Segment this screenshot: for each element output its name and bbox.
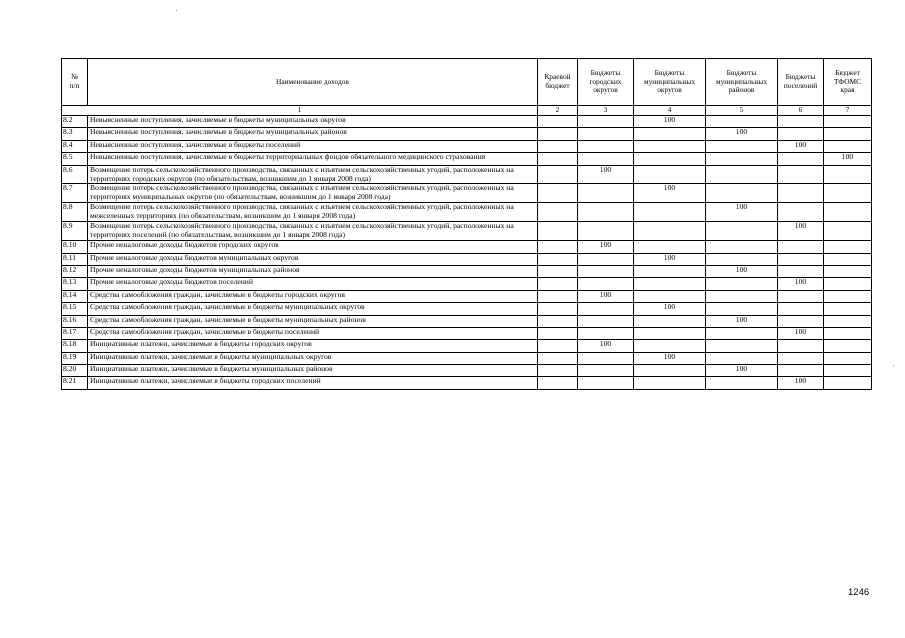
share-cell: [634, 128, 706, 140]
revenue-name: Возмещение потерь сельскохозяйственного производства, связанных с изъятием сельскохозяйственных угодий, расположенных на территориях муниципальных округов (по обязательствам, возникшим до 1 января 2008 года): [88, 184, 538, 203]
table-body: [62, 116, 872, 390]
share-cell: [538, 222, 578, 241]
share-cell: 100: [778, 140, 824, 152]
share-cell: 100: [706, 203, 778, 222]
share-cell: [706, 377, 778, 389]
row-number: 8.16: [62, 315, 88, 327]
row-number: 8.19: [62, 352, 88, 364]
share-cell: [824, 377, 872, 389]
share-cell: [706, 290, 778, 302]
share-cell: [706, 241, 778, 253]
row-number: 8.20: [62, 365, 88, 377]
share-cell: [824, 327, 872, 339]
table-row: [62, 315, 872, 327]
col-header-2: [578, 59, 634, 106]
col-header-5: [778, 59, 824, 106]
share-cell: [706, 253, 778, 265]
share-cell: [578, 184, 634, 203]
share-cell: [706, 153, 778, 165]
table-row: [62, 128, 872, 140]
share-cell: 100: [578, 290, 634, 302]
table-row: [62, 241, 872, 253]
revenue-name: Прочие неналоговые доходы бюджетов муниципальных районов: [88, 265, 538, 277]
table-row: [62, 222, 872, 241]
col-index-7: 7: [824, 106, 872, 116]
row-number: 8.5: [62, 153, 88, 165]
share-cell: [634, 265, 706, 277]
share-cell: [706, 327, 778, 339]
share-cell: [778, 153, 824, 165]
table-row: [62, 303, 872, 315]
revenue-name: Инициативные платежи, зачисляемые в бюджеты муниципальных районов: [88, 365, 538, 377]
share-cell: [578, 153, 634, 165]
share-cell: [706, 222, 778, 241]
page-number: 1246: [848, 587, 870, 598]
share-cell: [578, 265, 634, 277]
share-cell: [578, 253, 634, 265]
share-cell: 100: [578, 241, 634, 253]
col-index-3: 3: [578, 106, 634, 116]
table-row: [62, 290, 872, 302]
revenue-name: Прочие неналоговые доходы бюджетов городских округов: [88, 241, 538, 253]
row-number: 8.11: [62, 253, 88, 265]
share-cell: [538, 290, 578, 302]
col-header-1-text: Краевой бюджет: [544, 72, 571, 90]
row-number: 8.17: [62, 327, 88, 339]
col-header-num: [62, 59, 88, 106]
share-cell: [634, 203, 706, 222]
share-cell: [706, 116, 778, 128]
row-number: 8.2: [62, 116, 88, 128]
share-cell: [634, 327, 706, 339]
revenue-name: Невыясненные поступления, зачисляемые в бюджеты муниципальных районов: [88, 128, 538, 140]
share-cell: [634, 377, 706, 389]
share-cell: [778, 203, 824, 222]
share-cell: 100: [634, 253, 706, 265]
col-header-6-text: Бюджет ТФОМС края: [833, 67, 862, 95]
col-index-4: 4: [634, 106, 706, 116]
share-cell: [538, 153, 578, 165]
share-cell: [778, 265, 824, 277]
share-cell: [706, 278, 778, 290]
revenue-name: Невыясненные поступления, зачисляемые в бюджеты территориальных фондов обязательного медицинского страхования: [88, 153, 538, 165]
share-cell: 100: [706, 365, 778, 377]
revenue-name: Инициативные платежи, зачисляемые в бюджеты муниципальных округов: [88, 352, 538, 364]
share-cell: [578, 352, 634, 364]
share-cell: [634, 278, 706, 290]
row-number: 8.6: [62, 165, 88, 184]
revenue-name: Средства самообложения граждан, зачисляемые в бюджеты поселений: [88, 327, 538, 339]
share-cell: [538, 365, 578, 377]
share-cell: [578, 377, 634, 389]
share-cell: 100: [824, 153, 872, 165]
share-cell: [538, 241, 578, 253]
share-cell: [578, 365, 634, 377]
row-number: 8.14: [62, 290, 88, 302]
share-cell: 100: [706, 265, 778, 277]
share-cell: [578, 278, 634, 290]
share-cell: [634, 365, 706, 377]
table-row: [62, 203, 872, 222]
col-header-5-text: Бюджеты поселений: [783, 72, 818, 90]
share-cell: [824, 165, 872, 184]
share-cell: [538, 352, 578, 364]
col-header-3: [634, 59, 706, 106]
col-index-1: 1: [62, 106, 538, 116]
share-cell: [778, 184, 824, 203]
share-cell: [578, 116, 634, 128]
revenue-name: Прочие неналоговые доходы бюджетов поселений: [88, 278, 538, 290]
col-header-name: [88, 59, 538, 106]
share-cell: [538, 128, 578, 140]
col-header-4: [706, 59, 778, 106]
row-number: 8.8: [62, 203, 88, 222]
row-number: 8.15: [62, 303, 88, 315]
table-row: [62, 116, 872, 128]
row-number: 8.7: [62, 184, 88, 203]
revenue-name: Возмещение потерь сельскохозяйственного производства, связанных с изъятием сельскохозяйственных угодий, расположенных на территориях городских округов (по обязательствам, возникшим до 1 января 2008 года): [88, 165, 538, 184]
share-cell: [634, 222, 706, 241]
share-cell: [578, 140, 634, 152]
scan-dot: [176, 10, 177, 11]
share-cell: [538, 327, 578, 339]
share-cell: [706, 352, 778, 364]
share-cell: [824, 265, 872, 277]
share-cell: [578, 327, 634, 339]
share-cell: [634, 241, 706, 253]
share-cell: [578, 315, 634, 327]
share-cell: [778, 315, 824, 327]
share-cell: [778, 128, 824, 140]
share-cell: 100: [778, 377, 824, 389]
share-cell: [538, 184, 578, 203]
revenue-name: Инициативные платежи, зачисляемые в бюджеты городских округов: [88, 340, 538, 352]
share-cell: 100: [578, 165, 634, 184]
col-index-2: 2: [538, 106, 578, 116]
revenue-name: Возмещение потерь сельскохозяйственного производства, связанных с изъятием сельскохозяйственных угодий, расположенных на межселенных территориях (по обязательствам, возникшим до 1 января 2008 года): [88, 203, 538, 222]
share-cell: 100: [778, 327, 824, 339]
share-cell: [824, 140, 872, 152]
share-cell: 100: [706, 128, 778, 140]
share-cell: [634, 165, 706, 184]
table-row: [62, 265, 872, 277]
col-header-2-text: Бюджеты городских округов: [589, 67, 622, 95]
share-cell: [538, 253, 578, 265]
row-number: 8.10: [62, 241, 88, 253]
table-row: [62, 184, 872, 203]
share-cell: [538, 315, 578, 327]
table-header-row: [62, 59, 872, 106]
column-index-row: [62, 106, 872, 116]
share-cell: [824, 184, 872, 203]
col-header-6: [824, 59, 872, 106]
row-number: 8.18: [62, 340, 88, 352]
share-cell: [706, 184, 778, 203]
table-row: [62, 377, 872, 389]
table-row: [62, 140, 872, 152]
share-cell: [778, 253, 824, 265]
col-header-4-text: Бюджеты муниципальных районов: [715, 67, 768, 95]
share-cell: 100: [634, 184, 706, 203]
revenue-distribution-table: [61, 58, 872, 390]
share-cell: 100: [634, 116, 706, 128]
table-row: [62, 278, 872, 290]
revenue-name: Средства самообложения граждан, зачисляемые в бюджеты городских округов: [88, 290, 538, 302]
revenue-name: Средства самообложения граждан, зачисляемые в бюджеты муниципальных округов: [88, 303, 538, 315]
share-cell: [778, 241, 824, 253]
col-header-3-text: Бюджеты муниципальных округов: [643, 67, 696, 95]
table-row: [62, 153, 872, 165]
share-cell: [824, 352, 872, 364]
row-number: 8.4: [62, 140, 88, 152]
share-cell: [578, 128, 634, 140]
share-cell: [634, 153, 706, 165]
share-cell: [824, 290, 872, 302]
share-cell: 100: [778, 222, 824, 241]
share-cell: [824, 303, 872, 315]
share-cell: [634, 140, 706, 152]
revenue-name: Невыясненные поступления, зачисляемые в бюджеты поселений: [88, 140, 538, 152]
share-cell: [634, 315, 706, 327]
share-cell: [824, 241, 872, 253]
share-cell: [824, 315, 872, 327]
revenue-name: Инициативные платежи, зачисляемые в бюджеты городских поселений: [88, 377, 538, 389]
table-row: [62, 340, 872, 352]
share-cell: [778, 365, 824, 377]
row-number: 8.13: [62, 278, 88, 290]
table-row: [62, 327, 872, 339]
share-cell: [778, 352, 824, 364]
share-cell: [538, 303, 578, 315]
col-header-num-text: № п/п: [69, 72, 80, 90]
share-cell: [706, 303, 778, 315]
share-cell: [538, 377, 578, 389]
share-cell: [706, 340, 778, 352]
share-cell: [778, 340, 824, 352]
share-cell: [634, 340, 706, 352]
share-cell: [778, 165, 824, 184]
share-cell: [824, 253, 872, 265]
col-index-6: 6: [778, 106, 824, 116]
share-cell: [824, 340, 872, 352]
revenue-name: Средства самообложения граждан, зачисляемые в бюджеты муниципальных районов: [88, 315, 538, 327]
table-row: [62, 352, 872, 364]
scan-dot: [893, 365, 894, 366]
share-cell: 100: [778, 278, 824, 290]
share-cell: [824, 222, 872, 241]
col-header-name-text: Наименование доходов: [275, 76, 349, 86]
share-cell: [778, 116, 824, 128]
share-cell: [824, 116, 872, 128]
table-row: [62, 165, 872, 184]
share-cell: 100: [706, 315, 778, 327]
col-header-1: [538, 59, 578, 106]
share-cell: [538, 278, 578, 290]
share-cell: [538, 116, 578, 128]
share-cell: 100: [634, 352, 706, 364]
share-cell: 100: [634, 303, 706, 315]
share-cell: [578, 303, 634, 315]
share-cell: [578, 222, 634, 241]
table-row: [62, 253, 872, 265]
share-cell: [824, 365, 872, 377]
row-number: 8.21: [62, 377, 88, 389]
share-cell: [778, 303, 824, 315]
share-cell: [578, 203, 634, 222]
share-cell: [706, 165, 778, 184]
row-number: 8.9: [62, 222, 88, 241]
share-cell: [778, 290, 824, 302]
table-row: [62, 365, 872, 377]
col-index-5: 5: [706, 106, 778, 116]
share-cell: [538, 203, 578, 222]
row-number: 8.12: [62, 265, 88, 277]
share-cell: [538, 140, 578, 152]
revenue-name: Возмещение потерь сельскохозяйственного производства, связанных с изъятием сельскохозяйственных угодий, расположенных на территориях поселений (по обязательствам, возникшим до 1 января 2008 года): [88, 222, 538, 241]
share-cell: [824, 203, 872, 222]
row-number: 8.3: [62, 128, 88, 140]
share-cell: [824, 128, 872, 140]
revenue-name: Прочие неналоговые доходы бюджетов муниципальных округов: [88, 253, 538, 265]
share-cell: 100: [578, 340, 634, 352]
share-cell: [538, 165, 578, 184]
revenue-name: Невыясненные поступления, зачисляемые в бюджеты муниципальных округов: [88, 116, 538, 128]
share-cell: [824, 278, 872, 290]
share-cell: [706, 140, 778, 152]
share-cell: [634, 290, 706, 302]
share-cell: [538, 265, 578, 277]
share-cell: [538, 340, 578, 352]
